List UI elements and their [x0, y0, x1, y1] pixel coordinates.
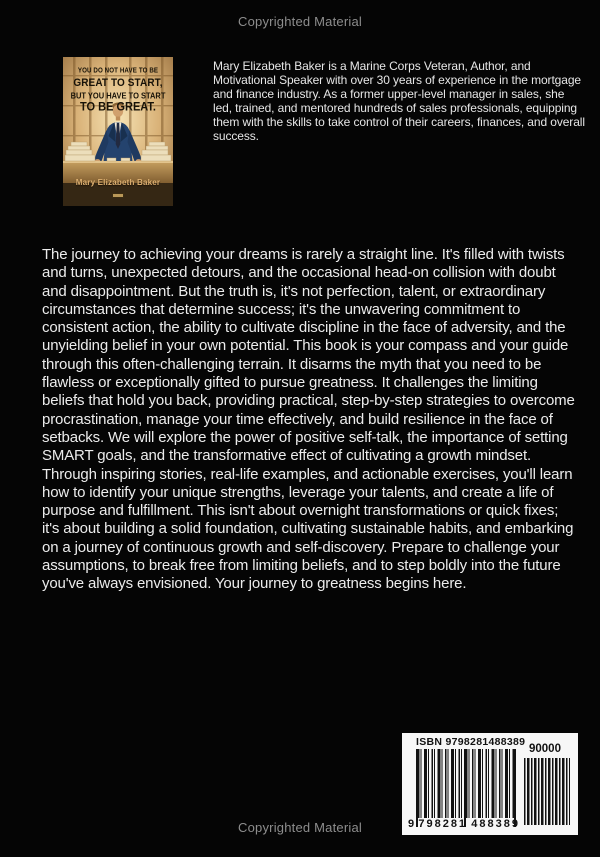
- cover-author-name: Mary Elizabeth Baker: [75, 178, 161, 187]
- barcode-guard-bar: [416, 749, 418, 827]
- barcode-guard-bar: [514, 749, 516, 827]
- isbn-label: ISBN 9798281488389: [416, 736, 526, 748]
- cover-quote: [63, 67, 173, 115]
- cover-quote-line-1: YOU DO NOT HAVE TO BE: [77, 67, 159, 75]
- cover-quote-line-3: BUT YOU HAVE TO START: [70, 89, 166, 101]
- barcode-digit-group: 798281: [418, 818, 468, 830]
- author-bio-text: Mary Elizabeth Baker is a Marine Corps Veteran, Author, and Motivational Speaker with over 30 years of experience in the mortgage and finance industry. As a former upper-level manager in sales, she led, trained, and mentored hundreds of sales professionals, equipping them with the skills to take control of their careers, finances, and overall success.: [213, 59, 585, 143]
- barcode-main-bars: [418, 749, 514, 818]
- book-cover-thumbnail: [63, 57, 173, 206]
- copyright-notice-bottom: Copyrighted Material: [238, 820, 362, 835]
- book-description-text: The journey to achieving your dreams is rarely a straight line. It's filled with twists and turns, unexpected detours, and the occasional head-on collision with doubt and disappointment. But the truth is, it's not perfection, talent, or extraordinary circumstances that determine success; it's the unwavering commitment to consistent action, the ability to cultivate discipline in the face of adversity, and the unyielding belief in your own potential. This book is your compass and your guide through this often-challenging terrain. It disarms the myth that you need to be flawless or exceptionally gifted to pursue greatness. It challenges the limiting beliefs that hold you back, providing practical, step-by-step strategies to overcome procrastination, manage your time effectively, and build resilience in the face of setbacks. We will explore the power of positive self-talk, the importance of setting SMART goals, and the transformative effect of cultivating a growth mindset. Through inspiring stories, real-life examples, and actionable exercises, you'll learn how to identify your unique strengths, leverage your talents, and create a life of purpose and fulfillment. This isn't about overnight transformations or quick fixes; it's about building a solid foundation, cultivating sustainable habits, and embarking on a journey of continuous growth and self-discovery. Prepare to challenge your assumptions, to break free from limiting beliefs, and to step boldly into the future you've always envisioned. Your journey to greatness begins here.: [42, 246, 575, 593]
- barcode-digit-group: 488389: [471, 818, 520, 830]
- copyright-notice-top: Copyrighted Material: [238, 14, 362, 29]
- cover-quote-line-4: TO BE GREAT.: [80, 100, 156, 115]
- cover-publisher-badge: [112, 193, 124, 198]
- barcode-price-code: 90000: [529, 743, 561, 755]
- barcode-digit-group: 9: [408, 818, 415, 830]
- barcode-addon-bars: [524, 758, 570, 825]
- barcode-guard-bar: [464, 749, 466, 827]
- cover-quote-line-2: GREAT TO START,: [73, 76, 163, 89]
